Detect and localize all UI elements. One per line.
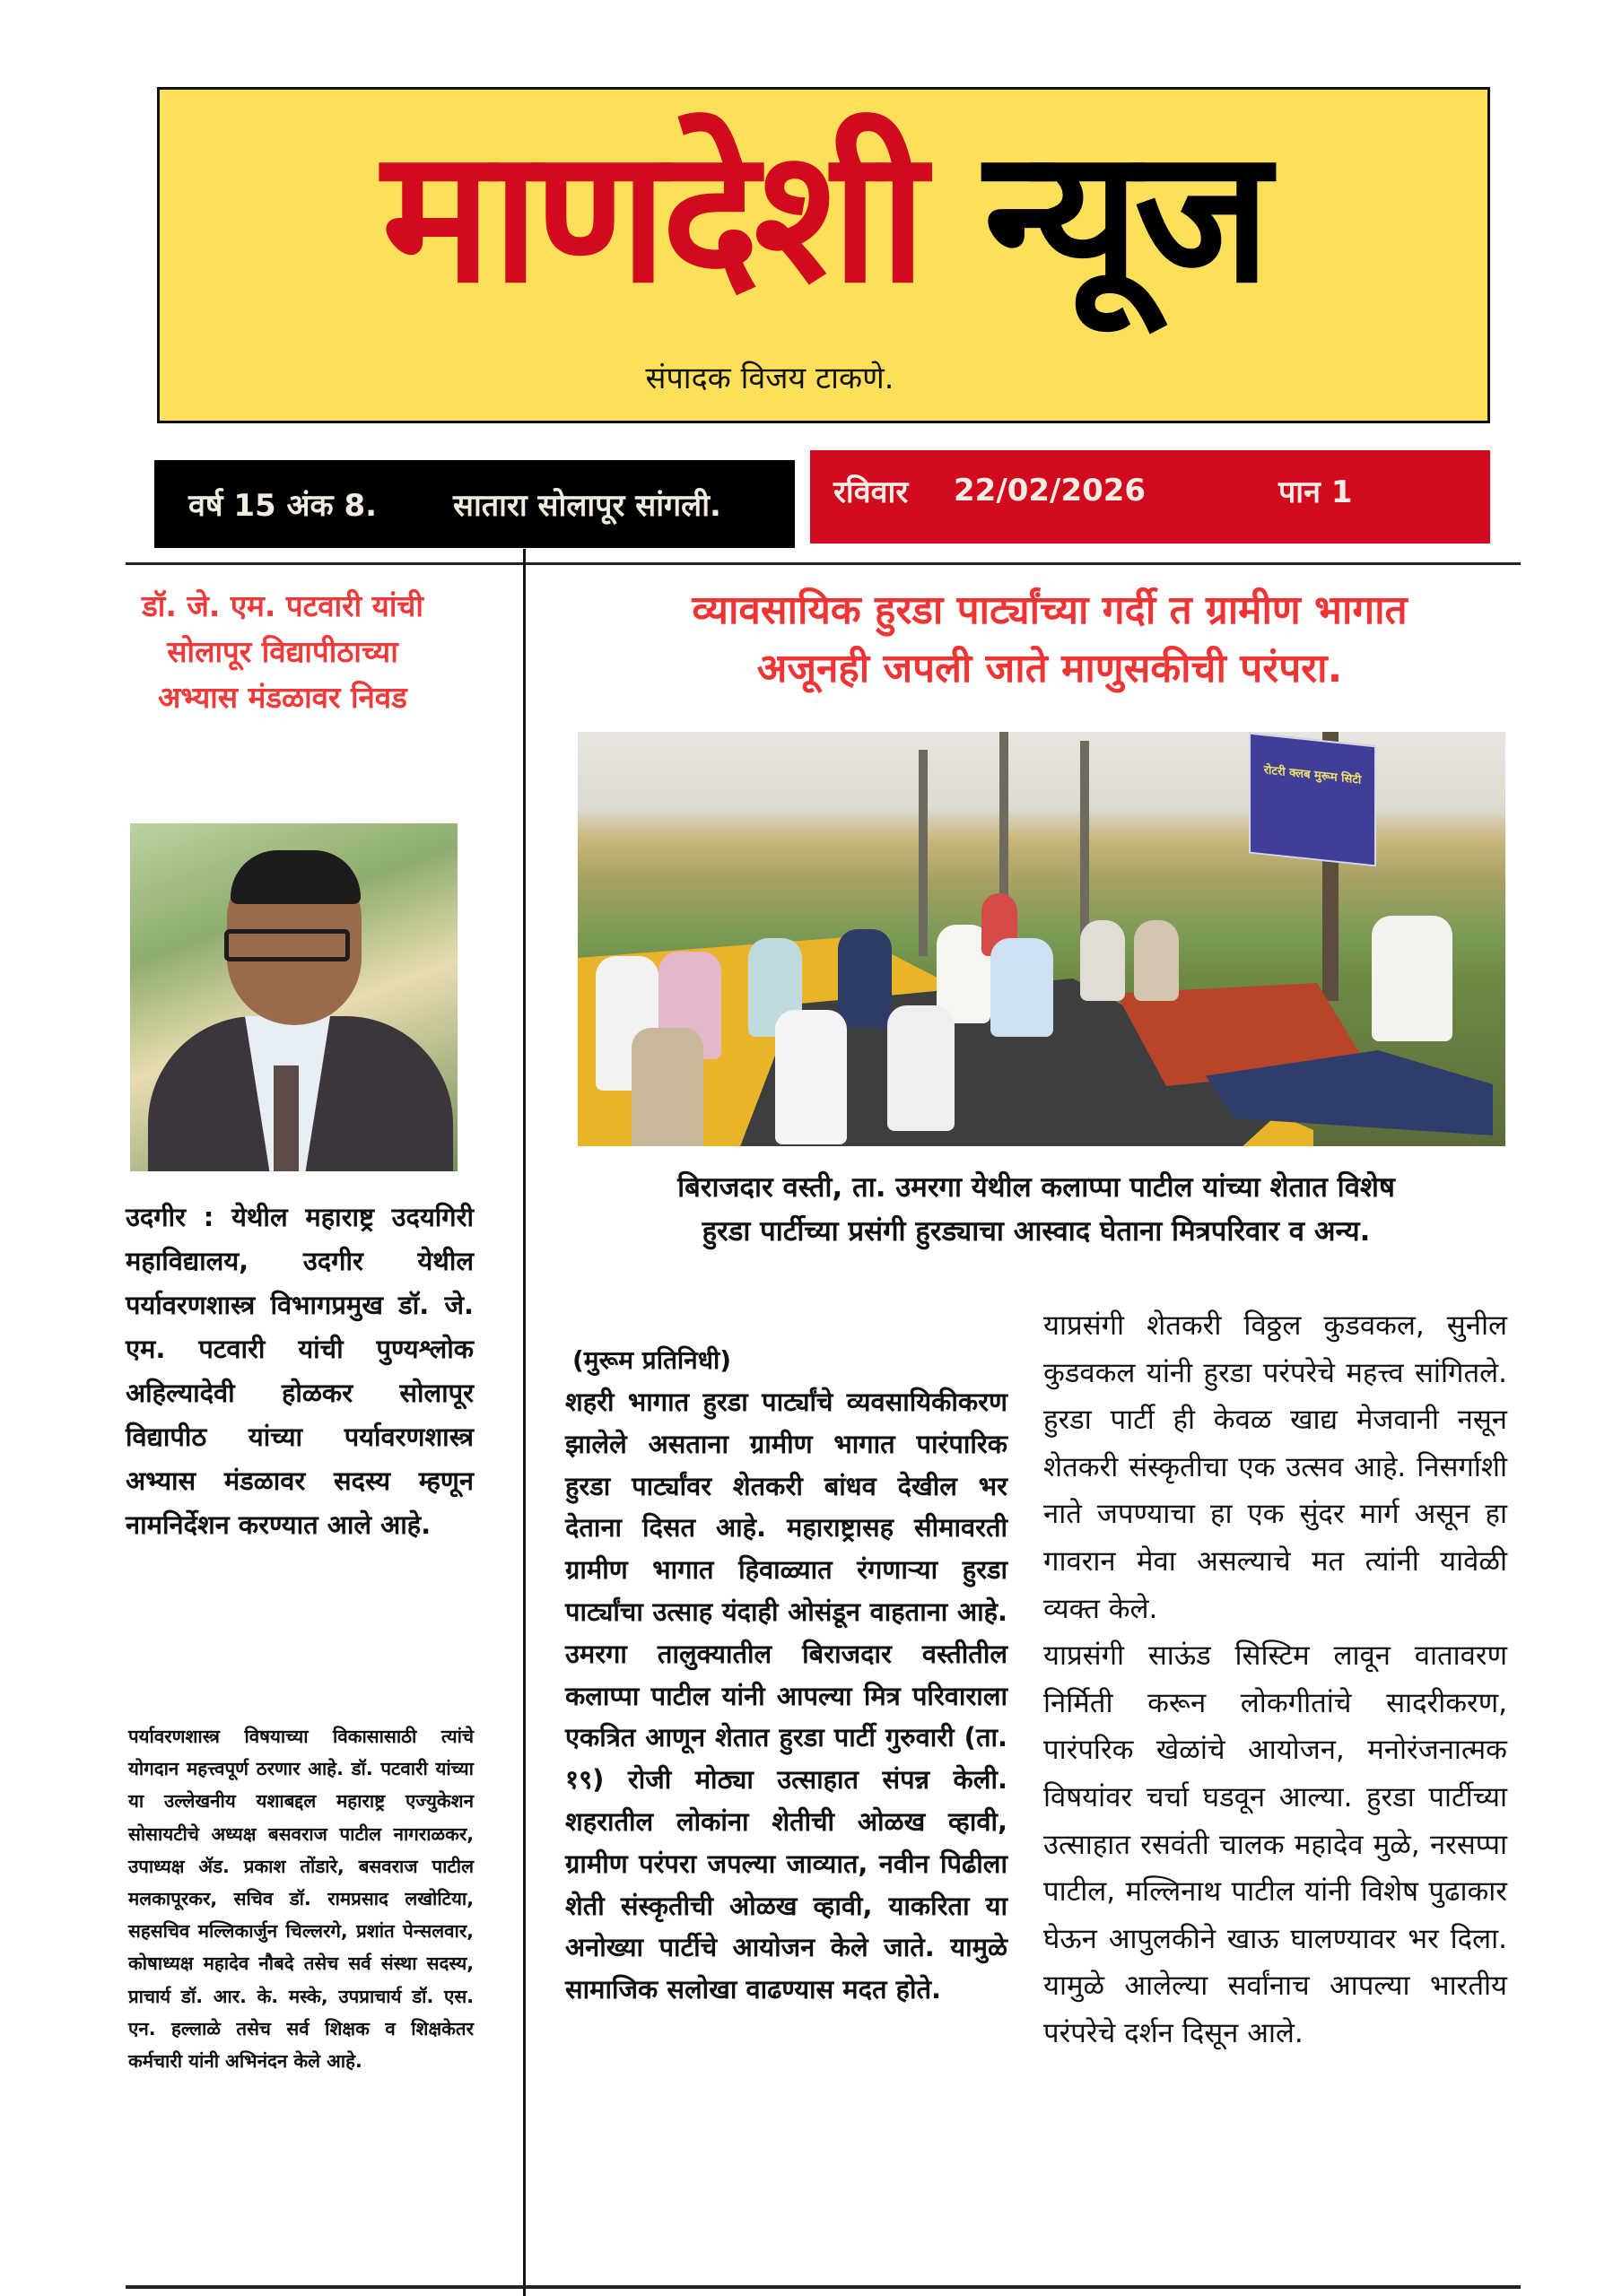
photo-tree	[919, 750, 928, 956]
photo-person	[1134, 920, 1179, 1001]
caption-line-1: बिराजदार वस्ती, ता. उमरगा येथील कलाप्पा पाटील यांच्या शेतात विशेष	[677, 1171, 1395, 1204]
bottom-divider	[126, 2285, 1521, 2289]
photo-person	[990, 938, 1053, 1037]
issue-bar	[154, 460, 795, 548]
dateline: (मुरूम प्रतिनिधी)	[572, 1345, 731, 1375]
portrait-photo	[130, 823, 458, 1171]
title-black-part: न्यूज	[983, 110, 1266, 324]
photo-person	[632, 1028, 703, 1146]
main-headline-line-1: व्यावसायिक हुरडा पार्ट्यांच्या गर्दी त ग्रामीण भागात	[692, 587, 1408, 633]
photo-hair-shape	[231, 850, 361, 904]
banner-text: रोटरी क्लब मुरूम सिटी	[1263, 763, 1362, 787]
photo-glasses-shape	[224, 929, 350, 961]
top-divider	[126, 562, 1521, 565]
page-number: पान 1	[1278, 474, 1353, 510]
masthead	[157, 87, 1490, 423]
publication-date: 22/02/2026	[954, 473, 1147, 509]
region-label: सातारा सोलापूर सांगली.	[453, 488, 721, 524]
photo-person	[887, 1005, 955, 1131]
main-headline-line-2: अजूनही जपली जाते माणुसकीची परंपरा.	[756, 646, 1343, 691]
title-red-part: माणदेशी	[381, 110, 921, 324]
main-headline	[538, 581, 1561, 698]
weekday: रविवार	[833, 474, 909, 510]
side-story-headline: डॉ. जे. एम. पटवारी यांची सोलापूर विद्यापीठाच्या अभ्यास मंडळावर निवड	[142, 588, 423, 715]
issue-number: वर्ष 15 अंक 8.	[188, 488, 378, 524]
column-divider-left	[523, 549, 526, 2296]
main-story-column-1: शहरी भागात हुरडा पार्ट्यांचे व्यवसायिकीकरण झालेले असताना ग्रामीण भागात पारंपारिक हुरडा पार्ट्यांवर शेतकरी बांधव देखील भर देताना दिसत आहे. महाराष्ट्रासह सीमावरती ग्रामीण भागात हिवाळ्यात रंगणाऱ्या हुरडा पार्ट्यांचा उत्साह यंदाही ओसंडून वाहताना आहे. उमरगा तालुक्यातील बिराजदार वस्तीतील कलाप्पा पाटील यांनी आपल्या मित्र परिवाराला एकत्रित आणून शेतात हुरडा पार्टी गुरुवारी (ता. १९) रोजी मोठ्या उत्साहात संपन्न केली. शहरातील लोकांना शेतीची ओळख व्हावी, ग्रामीण परंपरा जपल्या जाव्यात, नवीन पिढीला शेती संस्कृतीची ओळख व्हावी, याकरिता या अनोख्या पार्टीचे आयोजन केले जाते. यामुळे सामाजिक सलोखा वाढण्यास मदत होते.	[565, 1387, 1007, 2005]
column-2-paragraph-1: याप्रसंगी शेतकरी विठ्ठल कुडवकल, सुनील कुडवकल यांनी हुरडा परंपरेचे महत्त्व सांगितले. हुरडा पार्टी ही केवळ खाद्य मेजवानी नसून शेतकरी संस्कृतीचा एक उत्सव आहे. निसर्गाशी नाते जपण्याचा हा एक सुंदर मार्ग असून हा गावरान मेवा असल्याचे मत त्यांनी यावेळी व्यक्त केले.	[1043, 1309, 1507, 1625]
photo-tie-shape	[274, 1065, 299, 1171]
date-bar	[810, 450, 1490, 544]
newspaper-title	[160, 110, 1487, 324]
photo-person	[838, 929, 892, 1028]
column-2-paragraph-2: याप्रसंगी साऊंड सिस्टिम लावून वातावरण निर्मिती करून लोकगीतांचे सादरीकरण, पारंपरिक खेळांचे आयोजन, मनोरंजनात्मक विषयांवर चर्चा घडवून आल्या. हुरडा पार्टीच्या उत्साहात रसवंती चालक महादेव मुळे, नरसप्पा पाटील, मल्लिनाथ पाटील यांनी विशेष पुढाकार घेऊन आपुलकीने खाऊ घालण्यावर भर दिला. यामुळे आलेल्या सर्वांनाच आपल्या भारतीय परंपरेचे दर्शन दिसून आले.	[1043, 1639, 1507, 2049]
photo-caption	[574, 1166, 1498, 1254]
side-story-body: पर्यावरणशास्त्र विषयाच्या विकासासाठी त्यांचे योगदान महत्त्वपूर्ण ठरणार आहे. डॉ. पटवारी यांच्या या उल्लेखनीय यशाबद्दल महाराष्ट्र एज्युकेशन सोसायटीचे अध्यक्ष बसवराज पाटील नागराळकर, उपाध्यक्ष ॲड. प्रकाश तोंडारे, बसवराज पाटील मलकापूरकर, सचिव डॉ. रामप्रसाद लखोटिया, सहसचिव मल्लिकार्जुन चिल्लरगे, प्रशांत पेन्सलवार, कोषाध्यक्ष महादेव नौबदे तसेच सर्व संस्था सदस्य, प्राचार्य डॉ. आर. के. मस्के, उपप्राचार्य डॉ. एस. एन. हल्लाळे तसेच सर्व शिक्षक व शिक्षकेतर कर्मचारी यांनी अभिनंदन केले आहे.	[128, 1726, 474, 2073]
photo-person	[1080, 920, 1125, 1001]
main-photo	[578, 732, 1505, 1146]
photo-person	[775, 1010, 847, 1144]
photo-person	[1372, 916, 1452, 1041]
main-story-column-2	[1043, 1302, 1507, 2057]
photo-banner	[1249, 733, 1376, 867]
caption-line-2: हुरडा पार्टीच्या प्रसंगी हुरड्याचा आस्वाद घेताना मित्रपरिवार व अन्य.	[702, 1215, 1371, 1248]
side-story-lead: उदगीर : येथील महाराष्ट्र उदयगिरी महाविद्यालय, उदगीर येथील पर्यावरणशास्त्र विभागप्रमुख डॉ. जे. एम. पटवारी यांची पुण्यश्लोक अहिल्यादेवी होळकर सोलापूर विद्यापीठ यांच्या पर्यावरणशास्त्र अभ्यास मंडळावर सदस्य म्हणून नामनिर्देशन करण्यात आले आहे.	[126, 1202, 474, 1540]
editor-line: संपादक विजय टाकणे.	[645, 361, 894, 396]
